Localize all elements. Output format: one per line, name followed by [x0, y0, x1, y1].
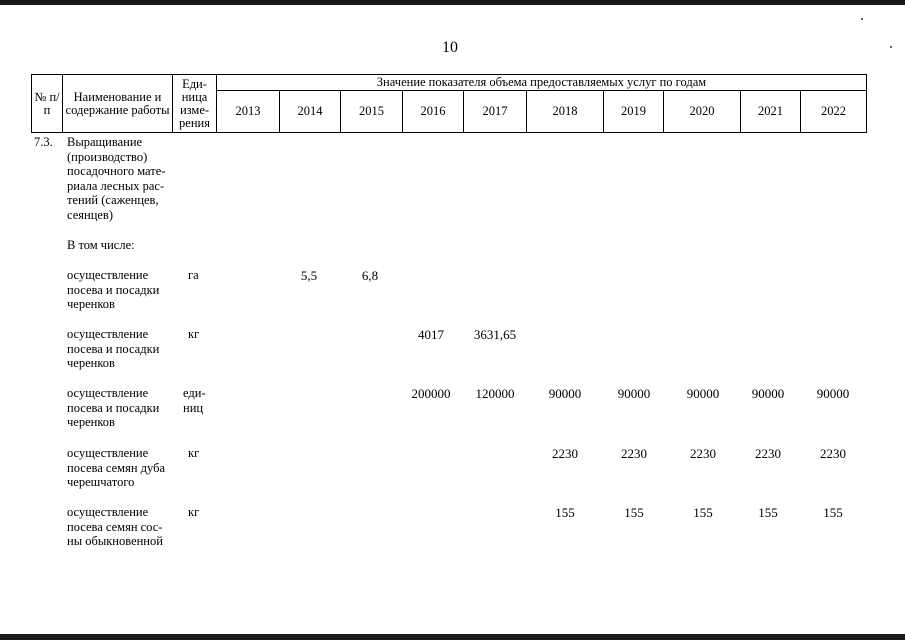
- value-cell: 5,5: [300, 268, 318, 283]
- row-unit: [188, 505, 199, 520]
- value-cell: 4017: [418, 327, 444, 342]
- value-cell: 2230: [820, 446, 846, 461]
- col-header-year: 2014: [280, 91, 341, 133]
- value-cell: 6,8: [361, 268, 379, 283]
- scan-top-border: [0, 0, 905, 5]
- value-cell: 155: [555, 505, 575, 520]
- col-header-year: 2013: [217, 91, 280, 133]
- section-title-line: сеянцев): [67, 207, 113, 222]
- section-title-line: Выращивание: [67, 135, 143, 149]
- value-cell: 90000: [548, 386, 582, 401]
- section-title-line: риала лесных рас-: [67, 178, 165, 193]
- col-header-year: 2022: [801, 91, 867, 133]
- value-cell: 3631,65: [473, 327, 517, 342]
- value-cell: 90000: [751, 386, 785, 401]
- row-name-line: осуществление: [67, 268, 149, 282]
- col-header-year: 2018: [527, 91, 604, 133]
- row-name-line: черенков: [67, 415, 115, 429]
- col-header-year: 2020: [664, 91, 741, 133]
- value-cell: 200000: [411, 386, 451, 401]
- col-header-number: № п/п: [32, 75, 63, 133]
- value-cell: 2230: [552, 446, 578, 461]
- row-unit-line: кг: [188, 327, 200, 341]
- value-cell: 90000: [686, 386, 720, 401]
- scan-bottom-border: [0, 634, 905, 640]
- row-name-line: черешчатого: [67, 475, 135, 489]
- row-unit-line: ниц: [183, 400, 204, 415]
- row-name: [67, 505, 163, 549]
- section-title: [67, 135, 179, 222]
- row-name-line: ны обыкновенной: [67, 534, 163, 548]
- value-cell: 155: [624, 505, 644, 520]
- row-name-line: посева и посадки: [67, 400, 160, 415]
- col-header-year: 2016: [403, 91, 464, 133]
- row-name: [67, 327, 159, 371]
- section-number: 7.3.: [34, 135, 53, 149]
- value-cell: 155: [823, 505, 843, 520]
- row-unit: [188, 327, 199, 342]
- row-name-line: посева и посадки: [67, 341, 160, 356]
- row-unit-line: кг: [188, 505, 200, 519]
- col-header-unit: Еди-ница изме-рения: [173, 75, 217, 133]
- col-header-year: 2017: [464, 91, 527, 133]
- row-unit: [188, 268, 199, 283]
- value-cell: 2230: [755, 446, 781, 461]
- col-header-year: 2021: [741, 91, 801, 133]
- row-unit: [188, 446, 199, 461]
- row-unit-line: га: [188, 268, 199, 282]
- row-name: [67, 386, 159, 430]
- row-name-line: посева семян сос-: [67, 519, 163, 534]
- row-unit: [183, 386, 206, 415]
- col-header-values-by-year: Значение показателя объема предоставляемых услуг по годам: [217, 75, 867, 91]
- col-header-name: Наименование и содержание работы: [63, 75, 173, 133]
- row-unit-line: еди-: [183, 386, 206, 400]
- col-header-year: 2015: [341, 91, 403, 133]
- section-title-line: тений (саженцев,: [67, 193, 159, 207]
- section-title-line: посадочного мате-: [67, 164, 166, 178]
- row-name-line: черенков: [67, 297, 115, 311]
- row-name-line: осуществление: [67, 386, 149, 400]
- value-cell: 2230: [690, 446, 716, 461]
- value-cell: 2230: [621, 446, 647, 461]
- row-name: [67, 446, 165, 490]
- value-cell: 155: [758, 505, 778, 520]
- col-header-year: 2019: [604, 91, 664, 133]
- value-cell: 90000: [816, 386, 850, 401]
- row-name-line: осуществление: [67, 446, 149, 460]
- row-name: [67, 268, 159, 312]
- value-cell: 120000: [475, 386, 515, 401]
- header-table: [31, 74, 867, 133]
- row-name-line: посева семян дуба: [67, 460, 165, 475]
- row-name-line: посева и посадки: [67, 282, 160, 297]
- value-cell: 90000: [617, 386, 651, 401]
- row-unit-line: кг: [188, 446, 200, 460]
- including-label: В том числе:: [67, 238, 135, 252]
- value-cell: 155: [693, 505, 713, 520]
- scan-speck: [890, 46, 892, 48]
- row-name-line: осуществление: [67, 505, 149, 519]
- section-title-line: (производство): [67, 149, 148, 164]
- scan-speck: [861, 18, 863, 20]
- row-name-line: черенков: [67, 356, 115, 370]
- row-name-line: осуществление: [67, 327, 149, 341]
- page-number: 10: [442, 39, 458, 56]
